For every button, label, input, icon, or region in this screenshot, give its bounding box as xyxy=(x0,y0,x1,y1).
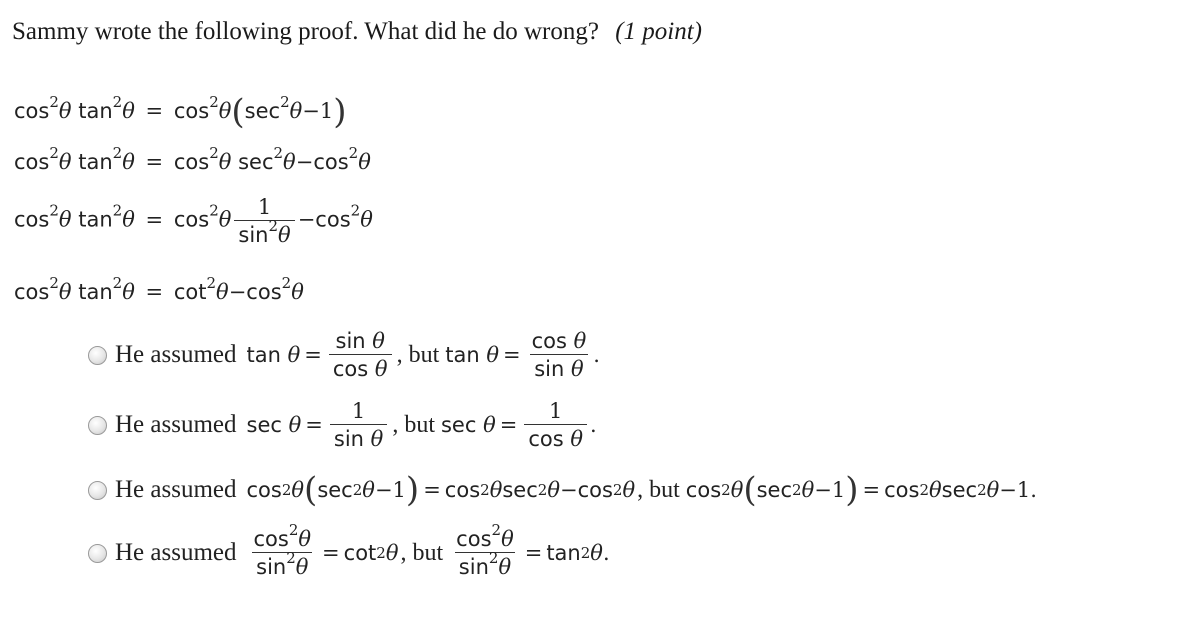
theta-symbol: θ xyxy=(289,99,303,123)
theta-symbol: θ xyxy=(122,99,135,123)
theta-symbol: θ xyxy=(571,357,584,381)
number-one: 1 xyxy=(549,399,563,423)
sec-function: sec xyxy=(246,413,282,437)
right-parenthesis: ) xyxy=(333,92,347,132)
theta-symbol: θ xyxy=(218,207,232,232)
theta-symbol: θ xyxy=(372,329,385,353)
option-but: , but xyxy=(396,341,440,368)
cos-function: cos xyxy=(253,527,289,551)
option-prefix: He assumed xyxy=(115,476,237,503)
exponent-2: 2 xyxy=(49,144,59,162)
proof-line-1 xyxy=(14,92,347,132)
cos-function: cos xyxy=(577,478,613,502)
theta-symbol: θ xyxy=(288,413,302,437)
radio-button-d[interactable] xyxy=(88,544,107,563)
sec-function: sec xyxy=(941,478,978,502)
exponent-2: 2 xyxy=(112,274,123,292)
cos-function: cos xyxy=(531,329,567,353)
cos-function: cos xyxy=(14,280,50,304)
cos-function: cos xyxy=(173,207,210,232)
option-but: , but xyxy=(392,411,435,438)
theta-symbol: θ xyxy=(547,478,560,502)
theta-symbol: θ xyxy=(291,280,304,304)
theta-symbol: θ xyxy=(122,150,135,174)
proof-line-2 xyxy=(14,144,371,174)
cos-function: cos xyxy=(444,478,481,502)
theta-symbol: θ xyxy=(278,223,291,247)
theta-symbol: θ xyxy=(218,99,232,123)
cos-function: cos xyxy=(313,150,349,174)
tan-function: tan xyxy=(78,150,113,174)
exponent-2: 2 xyxy=(348,144,359,162)
option-prefix: He assumed xyxy=(115,539,237,566)
option-prefix: He assumed xyxy=(115,411,237,438)
sec-function: sec xyxy=(502,478,538,502)
cos-function: cos xyxy=(14,150,50,174)
minus-sign: − xyxy=(302,99,320,123)
cos-function: cos xyxy=(332,357,369,381)
exponent-2: 2 xyxy=(280,93,290,111)
theta-symbol: θ xyxy=(298,527,312,551)
exponent-2: 2 xyxy=(49,93,59,111)
theta-symbol: θ xyxy=(498,555,512,579)
cos-function: cos xyxy=(246,478,282,502)
equals-sign: = xyxy=(524,541,543,565)
cos-function: cos xyxy=(456,527,492,551)
theta-symbol: θ xyxy=(570,427,584,451)
left-parenthesis: ( xyxy=(304,470,318,510)
answer-option-d[interactable]: He assumed $\frac{\cos^2\theta}{\sin^2\theta}$ = cot 2 θ , but $\frac{\cos^2\theta}{\sin^2\theta}$ = tan 2 θ . xyxy=(88,528,610,578)
exponent-2: 2 xyxy=(209,93,219,111)
cos-function: cos xyxy=(528,427,564,451)
equals-sign: = xyxy=(305,413,323,437)
equals-sign: = xyxy=(304,343,322,367)
theta-symbol: θ xyxy=(483,413,496,437)
sec-function: sec xyxy=(440,413,477,437)
proof-line-3 xyxy=(14,196,373,246)
fraction xyxy=(330,400,387,450)
exponent-2: 2 xyxy=(209,201,219,220)
sec-function: sec xyxy=(317,478,353,502)
exponent-2: 2 xyxy=(288,521,299,539)
number-one: 1 xyxy=(1016,478,1031,502)
sin-function: sin xyxy=(238,223,269,247)
exponent-2: 2 xyxy=(49,201,59,220)
exponent-2: 2 xyxy=(112,201,123,220)
theta-symbol: θ xyxy=(216,280,229,304)
theta-symbol: θ xyxy=(501,527,514,551)
period: . xyxy=(602,541,610,565)
fraction xyxy=(234,196,294,246)
exponent-2: 2 xyxy=(206,274,217,292)
theta-symbol: θ xyxy=(385,541,399,565)
tan-function: tan xyxy=(78,99,113,123)
exponent-2: 2 xyxy=(112,144,123,162)
equals-sign: = xyxy=(145,99,164,123)
sin-function: sin xyxy=(333,427,364,451)
radio-button-b[interactable] xyxy=(88,416,107,435)
minus-sign: − xyxy=(295,150,314,174)
tan-function: tan xyxy=(246,343,281,367)
equals-sign: = xyxy=(499,413,518,437)
proof-line-4 xyxy=(14,274,304,304)
minus-sign: − xyxy=(228,280,247,304)
exponent-2: 2 xyxy=(209,144,219,162)
equals-sign: = xyxy=(322,541,340,565)
minus-sign: − xyxy=(297,207,316,232)
theta-symbol: θ xyxy=(218,150,232,174)
exponent-2: 2 xyxy=(112,93,123,111)
theta-symbol: θ xyxy=(801,478,815,502)
theta-symbol: θ xyxy=(358,150,371,174)
question-text: Sammy wrote the following proof. What did he do wrong? xyxy=(12,18,599,45)
number-one: 1 xyxy=(351,399,366,423)
question-prompt xyxy=(12,18,702,46)
theta-symbol: θ xyxy=(360,207,373,232)
answer-option-c[interactable]: He assumed cos 2 θ ( sec 2 θ − 1 ) = cos 2 θ sec 2 θ − cos 2 θ , but cos 2 θ ( sec 2 θ − 1 ) = cos 2 θ sec 2 θ − 1 . xyxy=(88,470,1037,510)
number-one: 1 xyxy=(257,195,272,219)
sec-function: sec xyxy=(244,99,281,123)
minus-sign: − xyxy=(999,478,1017,502)
cos-function: cos xyxy=(14,99,50,123)
fraction xyxy=(452,521,518,579)
radio-button-c[interactable] xyxy=(88,481,107,500)
equals-sign: = xyxy=(423,478,441,502)
equals-sign: = xyxy=(145,207,164,232)
question-points: (1 point) xyxy=(615,18,702,45)
sin-function: sin xyxy=(534,357,565,381)
period: . xyxy=(593,343,600,367)
cos-function: cos xyxy=(173,99,210,123)
right-parenthesis: ) xyxy=(405,470,420,510)
equals-sign: = xyxy=(862,478,881,502)
theta-symbol: θ xyxy=(374,357,388,381)
theta-symbol: θ xyxy=(58,99,72,123)
sin-function: sin xyxy=(256,555,287,579)
fraction xyxy=(524,400,587,450)
exponent-2: 2 xyxy=(491,521,502,539)
radio-button-a[interactable] xyxy=(88,346,107,365)
option-prefix: He assumed xyxy=(115,341,237,368)
equals-sign: = xyxy=(145,150,164,174)
exponent-2: 2 xyxy=(268,217,279,235)
minus-sign: − xyxy=(559,478,578,502)
theta-symbol: θ xyxy=(573,329,587,353)
period: . xyxy=(590,413,597,437)
theta-symbol: θ xyxy=(287,343,301,367)
number-one: 1 xyxy=(831,478,846,502)
theta-symbol: θ xyxy=(622,478,636,502)
theta-symbol: θ xyxy=(283,150,296,174)
period: . xyxy=(1030,478,1037,502)
theta-symbol: θ xyxy=(122,280,135,304)
theta-symbol: θ xyxy=(590,541,603,565)
theta-symbol: θ xyxy=(370,427,384,451)
cot-function: cot xyxy=(173,280,207,304)
left-parenthesis: ( xyxy=(743,470,757,510)
tan-function: tan xyxy=(445,343,480,367)
cos-function: cos xyxy=(173,150,210,174)
cos-function: cos xyxy=(14,207,50,232)
exponent-2: 2 xyxy=(350,201,361,220)
sec-function: sec xyxy=(238,150,274,174)
theta-symbol: θ xyxy=(928,478,942,502)
exponent-2: 2 xyxy=(286,549,296,567)
right-parenthesis: ) xyxy=(845,470,859,510)
fraction xyxy=(329,330,392,380)
theta-symbol: θ xyxy=(58,150,72,174)
exponent-2: 2 xyxy=(49,274,59,292)
sin-function: sin xyxy=(335,329,366,353)
number-one: 1 xyxy=(319,99,334,123)
fraction xyxy=(250,521,316,579)
theta-symbol: θ xyxy=(58,280,72,304)
answer-option-a[interactable] xyxy=(88,330,600,380)
equals-sign: = xyxy=(503,343,521,367)
theta-symbol: θ xyxy=(362,478,375,502)
theta-symbol: θ xyxy=(122,207,135,232)
exponent-2: 2 xyxy=(281,274,292,292)
sec-function: sec xyxy=(756,478,793,502)
minus-sign: − xyxy=(374,478,393,502)
theta-symbol: θ xyxy=(486,343,499,367)
number-one: 1 xyxy=(392,478,406,502)
tan-function: tan xyxy=(546,541,581,565)
sin-function: sin xyxy=(458,555,489,579)
theta-symbol: θ xyxy=(986,478,1000,502)
cos-function: cos xyxy=(246,280,282,304)
theta-symbol: θ xyxy=(489,478,503,502)
exponent-2: 2 xyxy=(488,549,499,567)
theta-symbol: θ xyxy=(730,478,744,502)
tan-function: tan xyxy=(78,207,113,232)
theta-symbol: θ xyxy=(58,207,72,232)
answer-option-b[interactable] xyxy=(88,400,597,450)
option-but: , but xyxy=(400,539,444,566)
cot-function: cot xyxy=(343,541,377,565)
equals-sign: = xyxy=(145,280,164,304)
cos-function: cos xyxy=(315,207,351,232)
exponent-2: 2 xyxy=(273,144,284,162)
theta-symbol: θ xyxy=(291,478,305,502)
minus-sign: − xyxy=(814,478,832,502)
option-but: , but xyxy=(637,476,680,503)
cos-function: cos xyxy=(685,478,722,502)
fraction xyxy=(528,330,591,380)
tan-function: tan xyxy=(78,280,113,304)
theta-symbol: θ xyxy=(295,555,309,579)
left-parenthesis: ( xyxy=(231,92,245,132)
cos-function: cos xyxy=(884,478,920,502)
